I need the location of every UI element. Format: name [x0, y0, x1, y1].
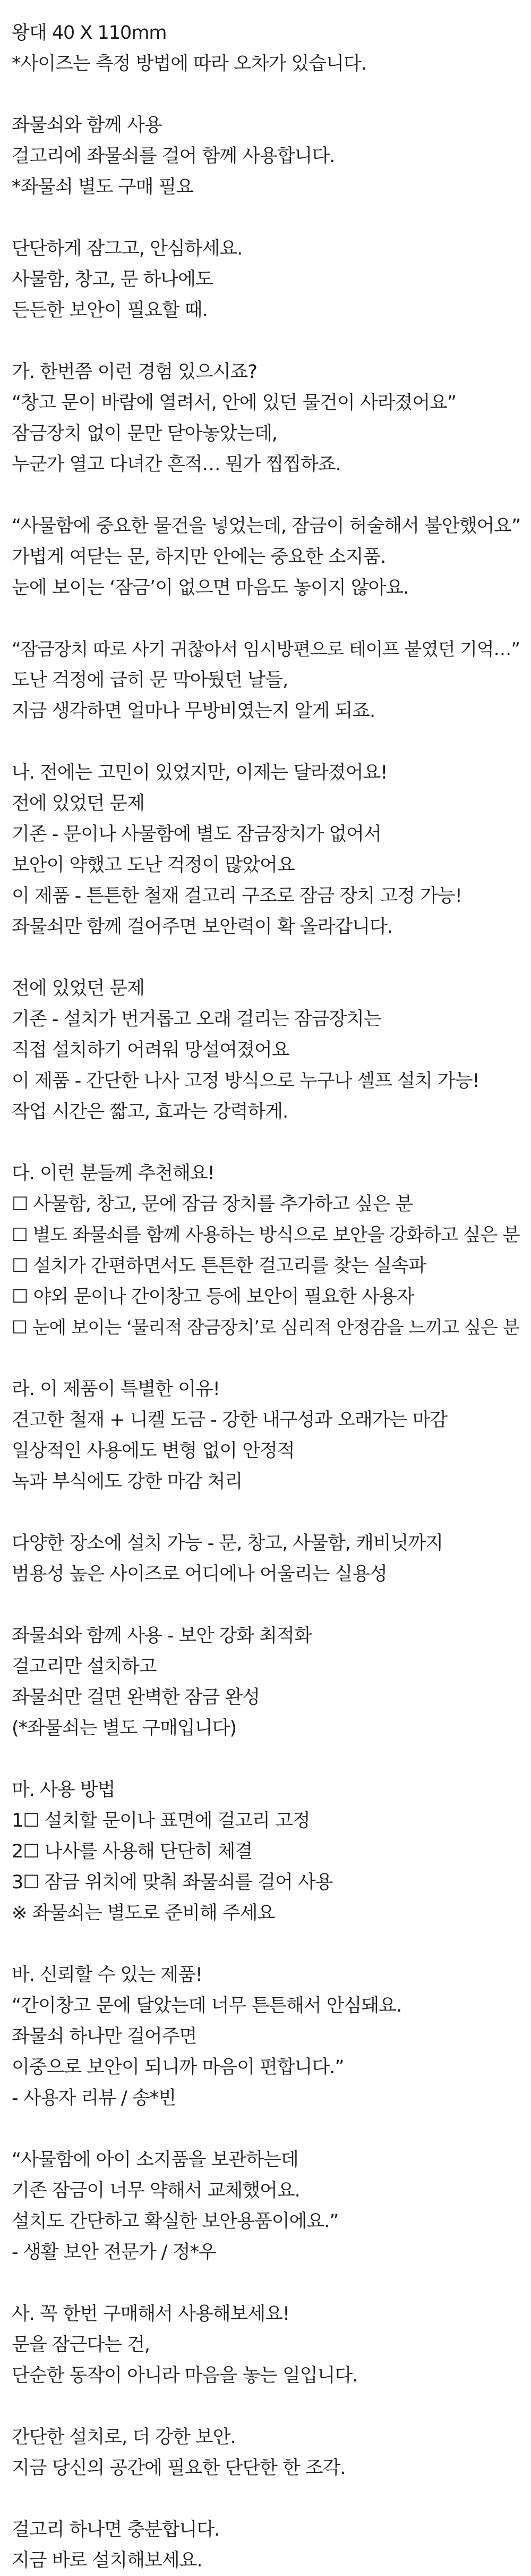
- text-section: [12, 2422, 520, 2484]
- text-section: [12, 1528, 520, 1590]
- text-section: [12, 2299, 520, 2391]
- text-line: 전에 있었던 문제: [12, 793, 144, 814]
- text-line: 지금 바로 설치해보세요.: [12, 2550, 202, 2571]
- section-gap: [12, 2484, 520, 2514]
- text-line: 사. 꼭 한번 구매해서 사용해보세요!: [12, 2303, 289, 2325]
- text-line: 2☐ 나사를 사용해 단단히 체결: [12, 1841, 253, 1862]
- text-line: 설치도 간단하고 확실한 보안용품이에요.”: [12, 2211, 339, 2232]
- text-line: 좌물쇠 하나만 걸어주면: [12, 2026, 197, 2047]
- text-line: ☐ 야외 문이나 간이창고 등에 보안이 필요한 사용자: [12, 1286, 414, 1307]
- text-line: 좌물쇠만 걸면 완벽한 잠금 완성: [12, 1687, 260, 1708]
- text-line: 단순한 동작이 아니라 마음을 놓는 일입니다.: [12, 2365, 358, 2386]
- section-gap: [12, 942, 520, 973]
- text-line: (*좌물쇠는 별도 구매입니다): [12, 1718, 236, 1739]
- text-line: ※ 좌물쇠는 별도로 준비해 주세요: [12, 1903, 275, 1924]
- text-section: [12, 1775, 520, 1929]
- text-line: 이중으로 보안이 되니까 마음이 편합니다.”: [12, 2057, 344, 2078]
- text-line: 이 제품 - 튼튼한 철재 걸고리 구조로 잠금 장치 고정 가능!: [12, 885, 462, 907]
- text-section: [12, 757, 520, 942]
- text-line: “창고 문이 바람에 열려서, 안에 있던 물건이 사라졌어요”: [12, 392, 457, 413]
- text-line: ☐ 설치가 간편하면서도 튼튼한 걸고리를 찾는 실속파: [12, 1255, 426, 1277]
- text-line: 간단한 설치로, 더 강한 보안.: [12, 2427, 236, 2448]
- text-line: 1☐ 설치할 문이나 표면에 걸고리 고정: [12, 1810, 310, 1831]
- text-line: 좌물쇠와 함께 사용 - 보안 강화 최적화: [12, 1625, 312, 1646]
- text-line: 누군가 열고 다녀간 흔적… 뭔가 찝찝하죠.: [12, 454, 341, 475]
- text-line: 기존 - 설치가 번거롭고 오래 걸리는 잠금장치는: [12, 1009, 381, 1030]
- text-line: 녹과 부식에도 강한 마감 처리: [12, 1471, 243, 1492]
- text-line: - 사용자 리뷰 / 송*빈: [12, 2088, 176, 2109]
- text-section: [12, 2144, 520, 2268]
- text-section: [12, 233, 520, 326]
- text-line: 단단하게 잠그고, 안심하세요.: [12, 238, 243, 259]
- text-section: [12, 110, 520, 202]
- text-section: [12, 2514, 520, 2576]
- text-line: 보안이 약했고 도난 걱정이 많았어요: [12, 855, 295, 876]
- text-line: 왕대 40 X 110mm: [12, 22, 167, 44]
- text-line: 기존 - 문이나 사물함에 별도 잠금장치가 없어서: [12, 824, 381, 845]
- text-line: 가볍게 여닫는 문, 하지만 안에는 중요한 소지품.: [12, 546, 386, 568]
- text-line: 도난 걱정에 급히 문 막아뒀던 날들,: [12, 670, 288, 691]
- section-gap: [12, 326, 520, 357]
- section-gap: [12, 2268, 520, 2299]
- text-line: 걸고리만 설치하고: [12, 1656, 157, 1677]
- text-line: 문을 잠근다는 건,: [12, 2334, 150, 2355]
- text-line: 좌물쇠만 함께 걸어주면 보안력이 확 올라갑니다.: [12, 916, 392, 938]
- text-line: 사물함, 창고, 문 하나에도: [12, 269, 213, 290]
- section-gap: [12, 202, 520, 233]
- text-line: 다. 이런 분들께 추천해요!: [12, 1163, 215, 1184]
- text-line: 직접 설치하기 어려워 망설여졌어요: [12, 1040, 289, 1061]
- section-gap: [12, 2114, 520, 2144]
- text-section: [12, 1374, 520, 1497]
- text-line: 잠금장치 없이 문만 닫아놓았는데,: [12, 423, 277, 444]
- text-line: 지금 당신의 공간에 필요한 단단한 한 조각.: [12, 2457, 346, 2479]
- text-line: ☐ 사물함, 창고, 문에 잠금 장치를 추가하고 싶은 분: [12, 1194, 413, 1215]
- text-line: 좌물쇠와 함께 사용: [12, 115, 162, 136]
- text-section: [12, 973, 520, 1127]
- text-line: 다양한 장소에 설치 가능 - 문, 창고, 사물함, 캐비닛까지: [12, 1533, 443, 1554]
- section-gap: [12, 1127, 520, 1158]
- section-gap: [12, 79, 520, 110]
- text-line: 지금 생각하면 얼마나 무방비였는지 알게 되죠.: [12, 700, 375, 722]
- section-gap: [12, 727, 520, 757]
- text-line: ☐ 별도 좌물쇠를 함께 사용하는 방식으로 보안을 강화하고 싶은 분: [12, 1224, 520, 1246]
- text-line: 눈에 보이는 ‘잠금’이 없으면 마음도 놓이지 않아요.: [12, 577, 409, 598]
- text-line: 든든한 보안이 필요할 때.: [12, 300, 208, 321]
- text-line: - 생활 보안 전문가 / 정*우: [12, 2242, 216, 2263]
- section-gap: [12, 1497, 520, 1528]
- text-section: [12, 1960, 520, 2114]
- text-section: [12, 634, 520, 727]
- text-line: “사물함에 아이 소지품을 보관하는데: [12, 2149, 298, 2170]
- section-gap: [12, 1744, 520, 1775]
- section-gap: [12, 1929, 520, 1960]
- text-line: 이 제품 - 간단한 나사 고정 방식으로 누구나 셀프 설치 가능!: [12, 1070, 479, 1092]
- section-gap: [12, 603, 520, 634]
- text-section: [12, 1158, 520, 1343]
- text-line: 일상적인 사용에도 변형 없이 안정적: [12, 1440, 295, 1462]
- text-line: 마. 사용 방법: [12, 1779, 115, 1801]
- section-gap: [12, 1343, 520, 1374]
- text-section: [12, 18, 520, 79]
- text-line: 나. 전에는 고민이 있었지만, 이제는 달라졌어요!: [12, 762, 388, 783]
- section-gap: [12, 1590, 520, 1620]
- text-line: 걸고리 하나면 충분합니다.: [12, 2519, 220, 2540]
- text-line: 라. 이 제품이 특별한 이유!: [12, 1379, 220, 1400]
- text-section: [12, 357, 520, 480]
- text-line: “잠금장치 따로 사기 귀찮아서 임시방편으로 테이프 붙였던 기억…”: [12, 639, 520, 660]
- text-line: 작업 시간은 짧고, 효과는 강력하게.: [12, 1101, 288, 1122]
- text-line: “사물함에 중요한 물건을 넣었는데, 잠금이 허술해서 불안했어요”: [12, 516, 521, 537]
- text-line: 바. 신뢰할 수 있는 제품!: [12, 1964, 202, 1986]
- text-line: 가. 한번쯤 이런 경험 있으시죠?: [12, 361, 257, 383]
- section-gap: [12, 2391, 520, 2422]
- section-gap: [12, 480, 520, 511]
- text-line: “간이창고 문에 달았는데 너무 튼튼해서 안심돼요.: [12, 1995, 402, 2016]
- text-section: [12, 511, 520, 603]
- text-line: 견고한 철재 + 니켈 도금 - 강한 내구성과 오래가는 마감: [12, 1409, 448, 1431]
- text-line: 기존 잠금이 너무 약해서 교체했어요.: [12, 2180, 300, 2201]
- text-section: [12, 1620, 520, 1744]
- text-line: 걸고리에 좌물쇠를 걸어 함께 사용합니다.: [12, 146, 335, 167]
- text-line: 3☐ 잠금 위치에 맞춰 좌물쇠를 걸어 사용: [12, 1872, 333, 1893]
- text-line: *좌물쇠 별도 구매 필요: [12, 176, 194, 198]
- text-line: *사이즈는 측정 방법에 따라 오차가 있습니다.: [12, 53, 366, 74]
- text-line: 범용성 높은 사이즈로 어디에나 어울리는 실용성: [12, 1564, 387, 1585]
- text-line: 전에 있었던 문제: [12, 978, 144, 999]
- text-line: ☐ 눈에 보이는 ‘물리적 잠금장치’로 심리적 안정감을 느끼고 싶은 분: [12, 1317, 520, 1338]
